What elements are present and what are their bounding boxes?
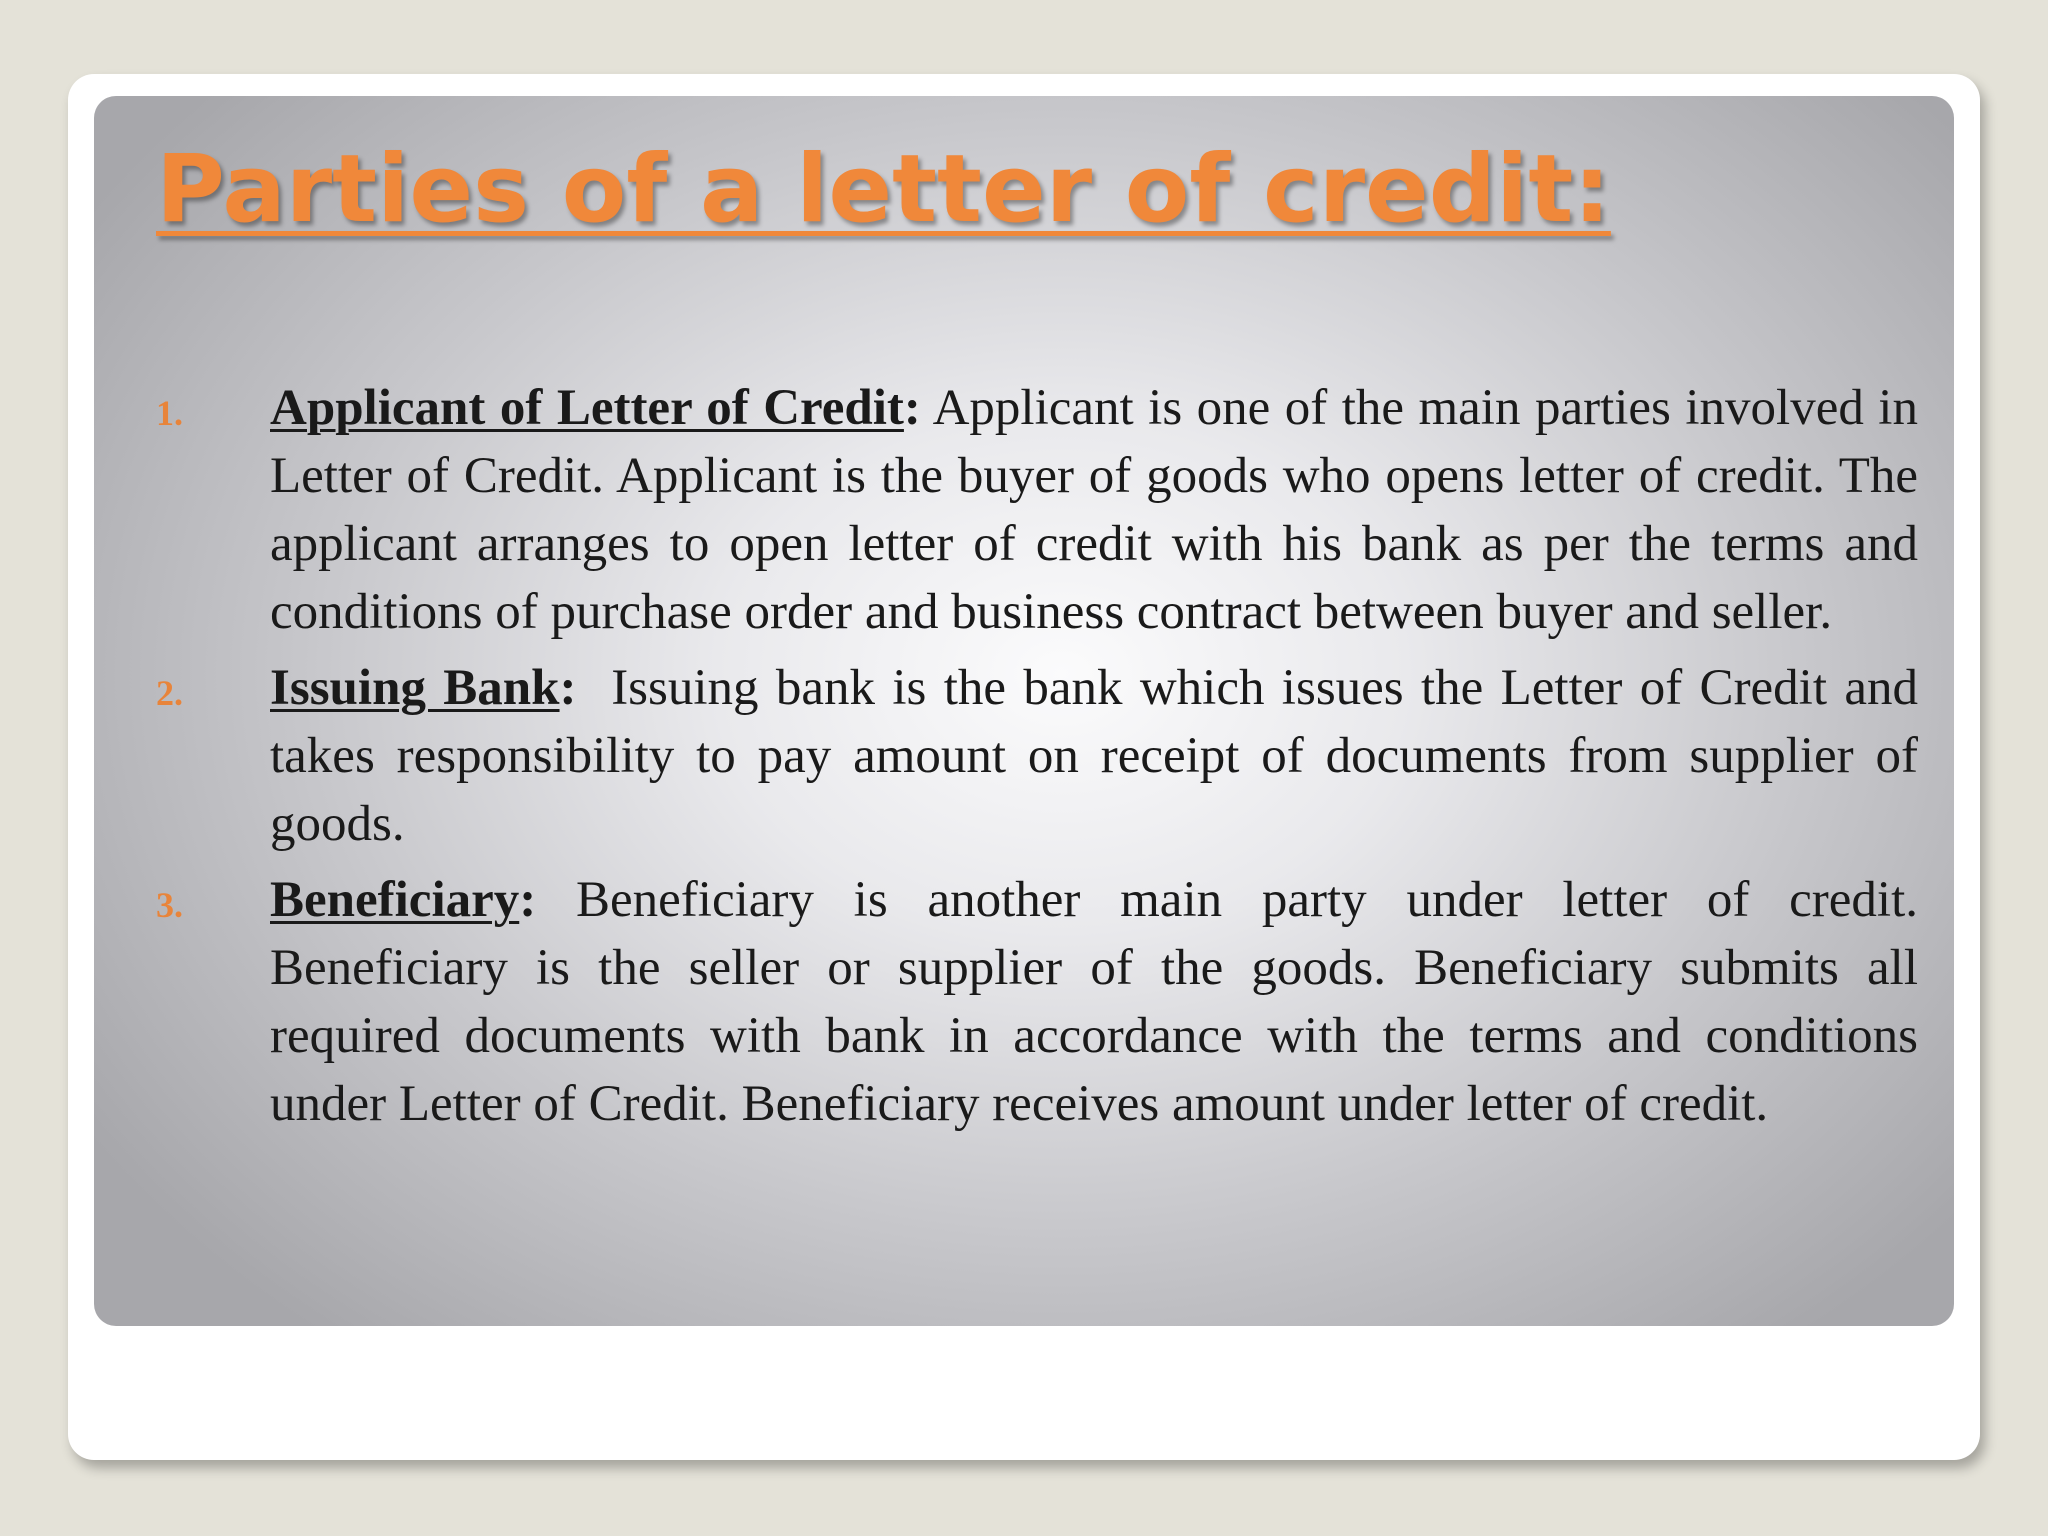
party-description: Applicant is one of the main parties involved in Letter of Credit. Applicant is the buyer of goods who opens letter of credit. The applicant arranges to open letter of credit with his bank as per the terms and conditions of purchase order and business contract between buyer and seller. bbox=[270, 380, 1918, 640]
list-item-applicant bbox=[156, 374, 1918, 646]
list-item-beneficiary bbox=[156, 866, 1918, 1138]
party-paragraph bbox=[270, 654, 1931, 858]
slide-title: Parties of a letter of credit: bbox=[156, 135, 1611, 244]
list-number: 1. bbox=[156, 393, 183, 433]
term-colon: : bbox=[903, 380, 921, 436]
list-number: 3. bbox=[156, 885, 183, 925]
list-item-issuing-bank bbox=[156, 654, 1931, 858]
party-term-issuing-bank: Issuing Bank bbox=[270, 660, 560, 716]
parties-list bbox=[156, 374, 1931, 1146]
party-description: Issuing bank is the bank which issues the Letter of Credit and takes responsibility to pay amount on receipt of documents from supplier of goods. bbox=[270, 660, 1931, 852]
party-term-beneficiary: Beneficiary bbox=[270, 872, 520, 928]
term-colon: : bbox=[519, 872, 537, 928]
party-paragraph bbox=[270, 374, 1918, 646]
content-panel bbox=[94, 96, 1954, 1326]
party-description: Beneficiary is another main party under letter of credit. Beneficiary is the seller or supplier of the goods. Beneficiary submits all required documents with bank in accordance with the terms and conditions under Letter of Credit. Beneficiary receives amount under letter of credit. bbox=[270, 872, 1918, 1132]
list-number: 2. bbox=[156, 673, 183, 713]
term-colon: : bbox=[559, 660, 577, 716]
party-paragraph bbox=[270, 866, 1918, 1138]
party-term-applicant: Applicant of Letter of Credit bbox=[270, 380, 904, 436]
